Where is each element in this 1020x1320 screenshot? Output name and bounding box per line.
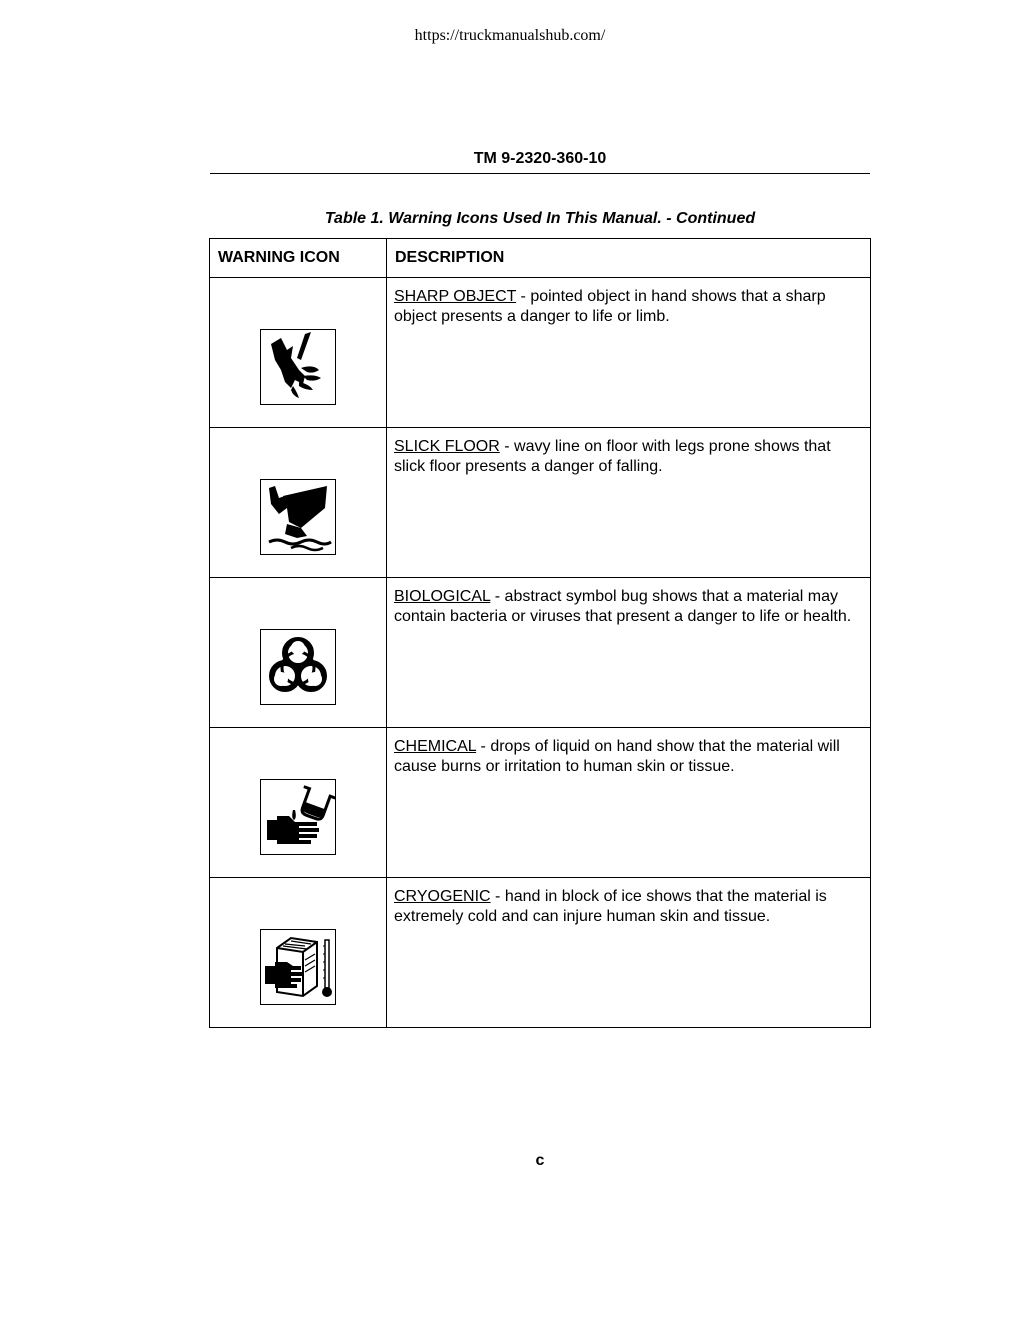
description-term: CHEMICAL [394, 738, 477, 755]
sharp-object-icon [260, 329, 336, 405]
table-row [210, 428, 871, 578]
warning-icons-table [209, 238, 871, 1028]
description-text: - drops of liquid on hand show that the material will cause burns or irritation to human skin or tissue. [394, 738, 840, 775]
table-row [210, 278, 871, 428]
description-term: SLICK FLOOR [394, 438, 500, 455]
description-term: CRYOGENIC [394, 888, 491, 905]
table-row [210, 578, 871, 728]
cryogenic-icon [260, 929, 336, 1005]
source-url: https://truckmanualshub.com/ [414, 27, 606, 44]
column-header-description: DESCRIPTION [387, 239, 871, 278]
table-row [210, 728, 871, 878]
description-text: - abstract symbol bug shows that a material may contain bacteria or viruses that present a danger to life or health. [394, 588, 852, 625]
description-text: - wavy line on floor with legs prone shows that slick floor presents a danger of falling. [394, 438, 831, 475]
description-text: - hand in block of ice shows that the material is extremely cold and can injure human skin and tissue. [394, 888, 827, 925]
table-header-row [210, 239, 871, 278]
header-rule [210, 173, 870, 174]
document-id: TM 9-2320-360-10 [473, 150, 607, 167]
slick-floor-icon [260, 479, 336, 555]
description-text: - pointed object in hand shows that a sharp object presents a danger to life or limb. [394, 288, 826, 325]
chemical-icon [260, 779, 336, 855]
description-term: SHARP OBJECT [394, 288, 517, 305]
biohazard-icon [260, 629, 336, 705]
table-caption: Table 1. Warning Icons Used In This Manual. - Continued [324, 210, 756, 227]
table-row [210, 878, 871, 1028]
page-label: c [535, 1152, 545, 1169]
column-header-icon: WARNING ICON [210, 239, 387, 278]
description-term: BIOLOGICAL [394, 588, 491, 605]
